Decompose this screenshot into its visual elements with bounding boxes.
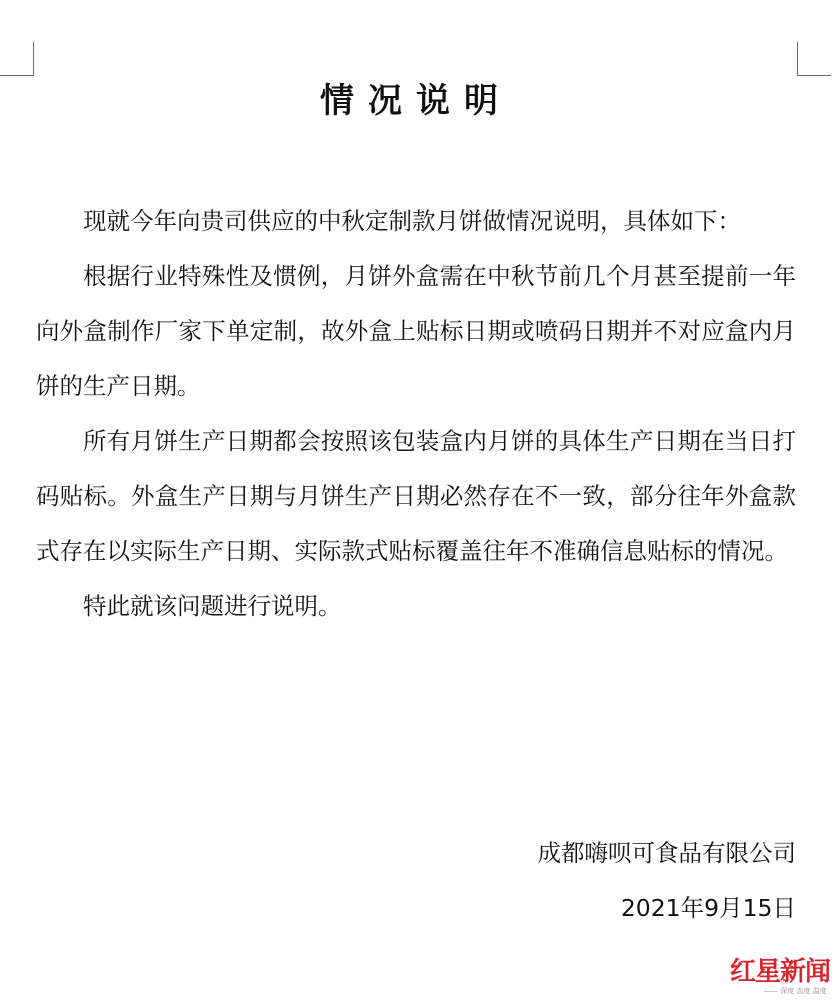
company-name: 成都嗨呗可食品有限公司	[537, 839, 796, 867]
document-body	[36, 194, 796, 634]
document-date: 2021年9月15日	[620, 894, 796, 922]
document-title: 情况说明	[320, 81, 512, 121]
paragraph-production-date: 所有月饼生产日期都会按照该包装盒内月饼的具体生产日期在当日打码贴标。外盒生产日期与月饼生产日期必然存在不一致，部分往年外盒款式存在以实际生产日期、实际款式贴标覆盖往年不准确信息贴标的情况。	[36, 427, 796, 565]
watermark-tagline: —— 深度 态度 温度	[764, 987, 827, 995]
page-corner-mark-top-left	[0, 42, 34, 76]
page-corner-mark-top-right	[797, 42, 831, 76]
paragraph-box-ordering: 根据行业特殊性及惯例，月饼外盒需在中秋节前几个月甚至提前一年向外盒制作厂家下单定制，故外盒上贴标日期或喷码日期并不对应盒内月饼的生产日期。	[36, 262, 796, 400]
watermark-brand: 红星新闻	[730, 957, 831, 987]
paragraph-intro: 现就今年向贵司供应的中秋定制款月饼做情况说明，具体如下：	[83, 207, 741, 235]
signature-block	[538, 826, 797, 936]
news-watermark-logo	[730, 958, 830, 998]
paragraph-closing: 特此就该问题进行说明。	[83, 592, 342, 620]
